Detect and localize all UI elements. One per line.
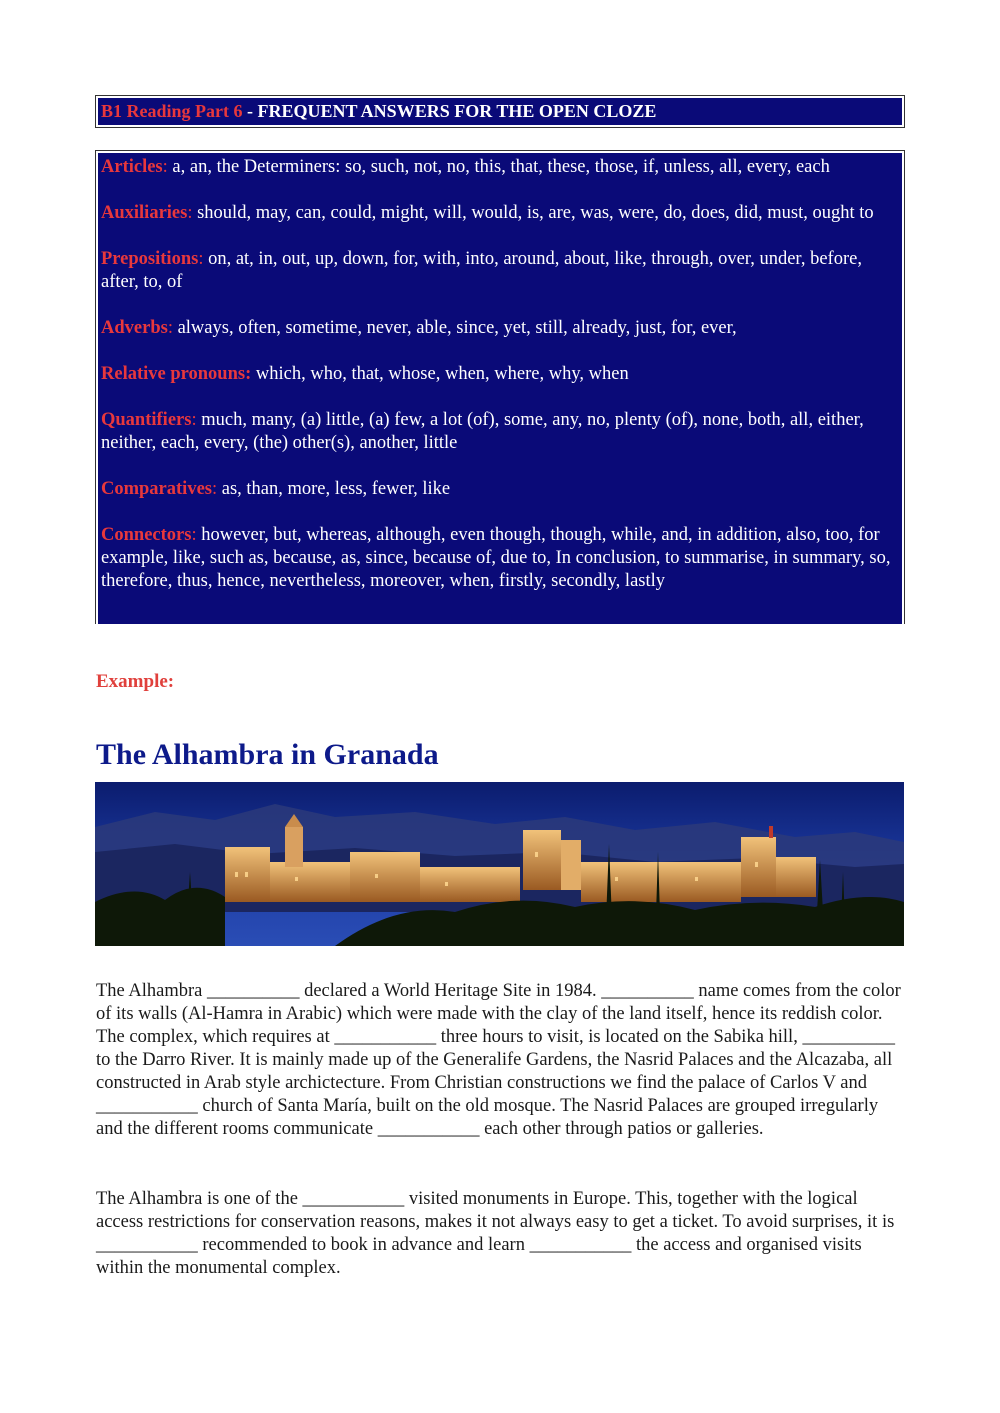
category-sep: : <box>162 157 168 177</box>
answers-panel <box>98 153 902 624</box>
answer-row-auxiliaries <box>101 202 899 225</box>
header-title-text: - FREQUENT ANSWERS FOR THE OPEN CLOZE <box>242 101 657 121</box>
category-words: much, many, (a) little, (a) few, a lot (of), some, any, no, plenty (of), none, both, all, either, neither, each, every, (the) other(s), another, little <box>101 410 864 453</box>
answer-row-relative-pronouns <box>101 363 899 386</box>
category-words: however, but, whereas, although, even though, though, while, and, in addition, also, too, for example, like, such as, because, as, since, because of, due to, In conclusion, to summarise, in summary, so, therefore, thus, hence, nevertheless, moreover, when, firstly, secondly, lastly <box>101 525 891 591</box>
category-sep: : <box>198 249 204 269</box>
category-words: a, an, the Determiners: so, such, not, no, this, that, these, those, if, unless, all, every, each <box>167 157 830 177</box>
category-words: as, than, more, less, fewer, like <box>217 479 451 499</box>
article-paragraph-2: The Alhambra is one of the ___________ visited monuments in Europe. This, together with the logical access restrictions for conservation reasons, makes it not always easy to get a ticket. To avoid surprises, it is ___________ recommended to book in advance and learn ___________ the access and organised visits within the monumental complex. <box>96 1189 895 1278</box>
category-label: Comparatives <box>101 479 212 499</box>
category-words: always, often, sometime, never, able, since, yet, still, already, just, for, ever, <box>172 318 737 338</box>
category-sep: : <box>167 318 173 338</box>
header-title <box>98 98 902 125</box>
category-label: Prepositions <box>101 249 199 269</box>
alhambra-night-photo <box>95 782 904 946</box>
category-words: which, who, that, whose, when, where, why, when <box>251 364 629 384</box>
example-label: Example: <box>96 671 175 692</box>
answer-row-articles <box>101 156 899 179</box>
category-label: Articles <box>101 157 163 177</box>
category-label: Relative pronouns: <box>101 364 252 384</box>
answer-row-quantifiers <box>101 409 899 455</box>
answer-row-adverbs <box>101 317 899 340</box>
article-title: The Alhambra in Granada <box>96 738 439 771</box>
answer-row-connectors <box>101 524 899 593</box>
category-label: Quantifiers <box>101 410 192 430</box>
category-sep: : <box>191 410 197 430</box>
category-label: Auxiliaries <box>101 203 188 223</box>
part-label: B1 Reading Part 6 <box>101 101 243 121</box>
category-words: should, may, can, could, might, will, would, is, are, was, were, do, does, did, must, ought to <box>192 203 874 223</box>
category-label: Adverbs <box>101 318 168 338</box>
header-box <box>95 95 905 128</box>
category-label: Connectors <box>101 525 192 545</box>
article-paragraph-1: The Alhambra __________ declared a World Heritage Site in 1984. __________ name comes from the color of its walls (Al-Hamra in Arabic) which were made with the clay of the land itself, hence its reddish color. The complex, which requires at ___________ three hours to visit, is located on the Sabika hill, __________ to the Darro River. It is mainly made up of the Generalife Gardens, the Nasrid Palaces and the Alcazaba, all constructed in Arab style archictecture. From Christian constructions we find the palace of Carlos V and ___________ church of Santa María, built on the old mosque. The Nasrid Palaces are grouped irregularly and the different rooms communicate ___________ each other through patios or galleries. <box>96 981 901 1139</box>
category-words: on, at, in, out, up, down, for, with, into, around, about, like, through, over, under, before, after, to, of <box>101 249 862 292</box>
answers-box <box>95 150 905 624</box>
answer-row-prepositions <box>101 248 899 294</box>
category-sep: : <box>211 479 218 499</box>
category-sep: : <box>191 525 197 545</box>
answer-row-comparatives <box>101 478 899 501</box>
category-sep: : <box>187 203 193 223</box>
